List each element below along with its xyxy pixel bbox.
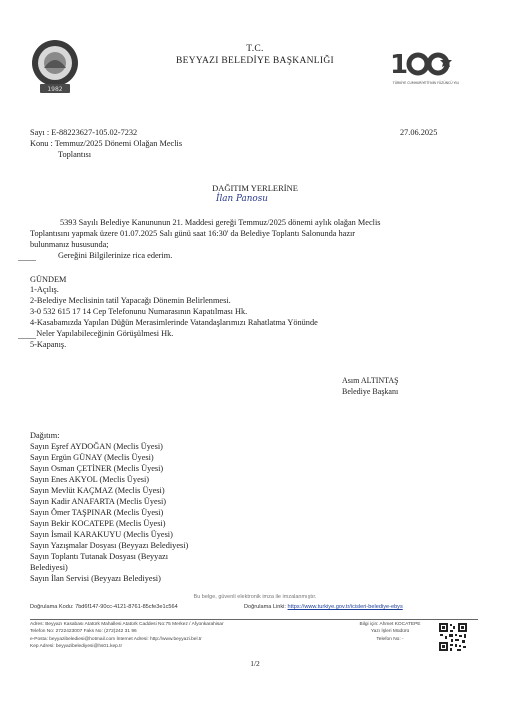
body-line-3: bulunmanız hususunda;: [30, 240, 109, 249]
margin-mark: [18, 338, 36, 339]
document-subject-continued: Toplantısı: [58, 150, 92, 159]
distribution-item: Sayın Yazışmalar Dosyası (Beyyazı Belediyesi): [30, 541, 189, 550]
footer-email: e-Posta: beyyazibelediesi@hotmail.com İnternet Adresi: http://www.beyyazi.bel.tr: [30, 637, 202, 642]
page-number: 1/2: [250, 659, 260, 668]
e-signature-note: Bu belge, güvenli elektronik imza ile imzalanmıştır.: [193, 594, 317, 600]
verification-code: Doğrulama Kodu: 7bd6f147-90cc-4121-8761-85cfe3e1c564: [30, 604, 178, 610]
distribution-item: Sayın Ömer TAŞPINAR (Meclis Üyesi): [30, 508, 164, 517]
distribution-item: Sayın Eşref AYDOĞAN (Meclis Üyesi): [30, 442, 163, 451]
svg-text:TÜRKİYE CUMHURİYETİ'NİN YÜZÜNC: TÜRKİYE CUMHURİYETİ'NİN YÜZÜNCÜ YILI: [392, 81, 460, 85]
distribution-item: Sayın Toplantı Tutanak Dosyası (Beyyazı: [30, 552, 169, 561]
agenda-item: 3-0 532 615 17 14 Cep Telefonunu Numarasının Kapatılması Hk.: [30, 307, 248, 316]
distribution-item: Sayın Mevlüt KAÇMAZ (Meclis Üyesi): [30, 486, 165, 495]
distribution-item: Sayın Kadir ANAFARTA (Meclis Üyesi): [30, 497, 167, 506]
footer-phone: Telefon No: 2722423007 Faks No: (272)242 31 96: [30, 629, 137, 634]
agenda-item: 2-Belediye Meclisinin tatil Yapacağı Dönemin Belirlenmesi.: [30, 296, 231, 305]
body-line-2: Toplantısını yapmak üzere 01.07.2025 Salı günü saat 16:30' da Belediye Toplantı Salonunda hazır: [30, 229, 356, 238]
body-line-1: 5393 Sayılı Belediye Kanununun 21. Maddesi gereği Temmuz/2025 dönemi aylık olağan Meclis: [60, 218, 381, 227]
verification-link-row: [244, 604, 403, 610]
header-line-2: BEYYAZI BELEDİYE BAŞKANLIĞI: [176, 56, 334, 66]
document-subject: Konu : Temmuz/2025 Dönemi Olağan Meclis: [30, 139, 183, 148]
signatory-title: Belediye Başkanı: [342, 387, 399, 396]
distribution-item: Sayın Enes AKYOL (Meclis Üyesi): [30, 475, 150, 484]
footer-contact-phone: Telefon No: -: [376, 637, 404, 642]
footer-address: Adres: Beyyazı Kasabası Atatürk Mahallesi Atatürk Caddesi No:75 Merkez / Afyonkarahisar: [30, 622, 224, 627]
verification-link-label: Doğrulama Linki:: [244, 604, 286, 610]
agenda-title: GÜNDEM: [30, 275, 67, 284]
document-number: Sayı : E-88223627-105.02-7232: [30, 128, 138, 137]
header-line-1: T.C.: [246, 44, 264, 54]
distribution-title: Dağıtım:: [30, 431, 60, 440]
agenda-item: Neler Yapılabileceğinin Görüşülmesi Hk.: [30, 329, 174, 338]
margin-mark: [18, 260, 36, 261]
footer-contact-title: Yazı İşleri Müdürü: [370, 629, 410, 634]
distribution-item: Sayın Ergün GÜNAY (Meclis Üyesi): [30, 453, 154, 462]
distribution-item: Sayın Bekir KOCATEPE (Meclis Üyesi): [30, 519, 166, 528]
agenda-item: 5-Kapanış.: [30, 340, 67, 349]
distribution-item: Belediyesi): [30, 563, 68, 572]
footer-contact-name: Bilgi için: Ahmet KOCATEPE: [359, 622, 421, 627]
distribution-item: Sayın Osman ÇETİNER (Meclis Üyesi): [30, 464, 164, 473]
footer-divider: [30, 619, 478, 620]
agenda-item: 1-Açılış.: [30, 285, 59, 294]
signatory-name: Asım ALTINTAŞ: [342, 376, 399, 385]
distribution-item: Sayın İlan Servisi (Beyyazı Belediyesi): [30, 574, 161, 583]
verification-link[interactable]: https://www.turkiye.gov.tr/icisleri-belediye-ebys: [287, 604, 403, 610]
addressee-title: DAĞITIM YERLERİNE: [212, 183, 298, 193]
qr-code-icon: [438, 622, 468, 652]
municipality-seal-logo: [30, 38, 80, 96]
svg-text:1: 1: [390, 50, 409, 80]
distribution-item: Sayın İsmail KARAKUYU (Meclis Üyesi): [30, 530, 173, 539]
svg-text:1982: 1982: [47, 86, 63, 93]
centennial-logo: [388, 46, 464, 88]
document-date: 27.06.2025: [400, 128, 438, 137]
agenda-item: 4-Kasabamızda Yapılan Düğün Merasimlerinde Vatandaşlarımızı Rahatlatma Yönünde: [30, 318, 318, 327]
footer-kep: Kep Adresi: beyyazibelediyesi@hs01.kep.tr: [30, 644, 123, 649]
body-closing: Gereğini Bilgilerinize rica ederim.: [58, 251, 173, 260]
handwritten-note: İlan Panosu: [216, 194, 268, 204]
